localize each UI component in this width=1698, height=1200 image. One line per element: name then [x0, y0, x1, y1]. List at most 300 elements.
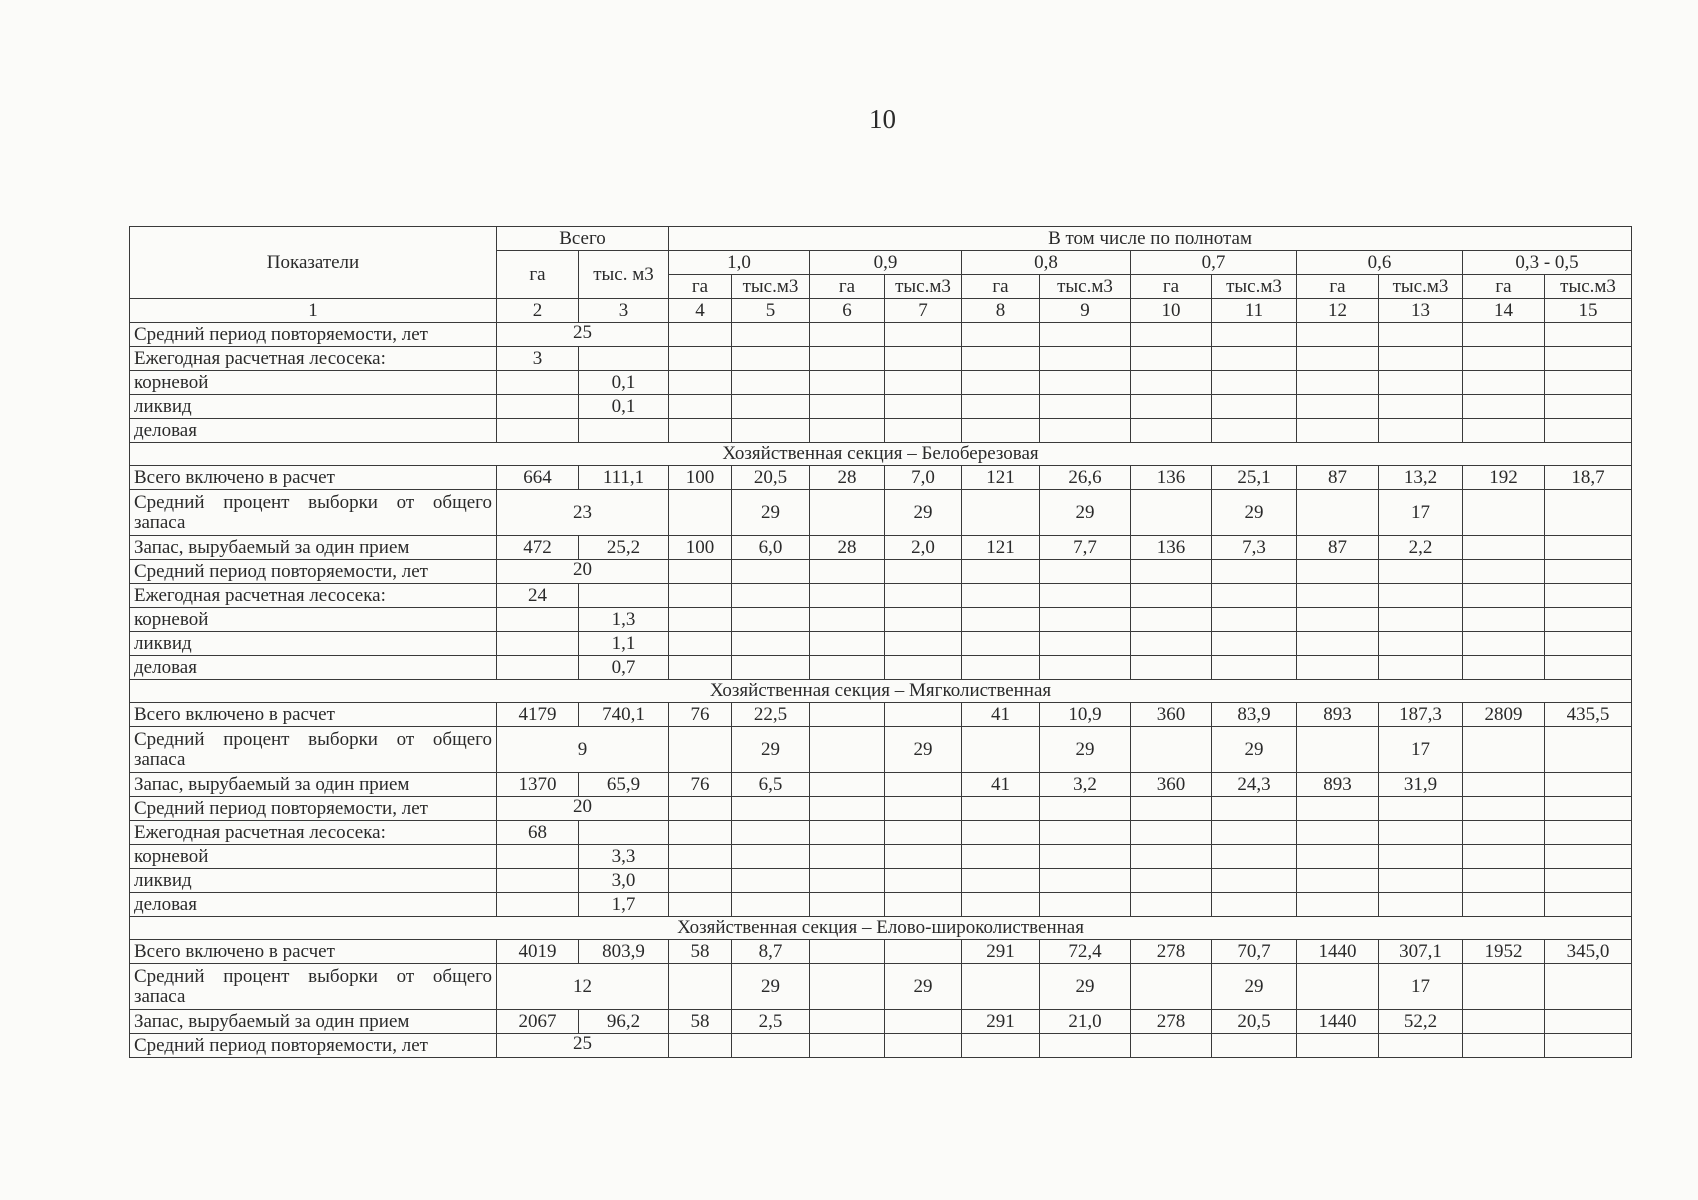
- row-period: [130, 797, 1632, 821]
- cell-value: [885, 323, 962, 347]
- cell-value: [1379, 656, 1463, 680]
- cell-value: [1463, 395, 1545, 419]
- forest-calculation-table: [129, 226, 1632, 1058]
- cell-value: [962, 727, 1040, 773]
- cell-value: [962, 608, 1040, 632]
- cell-value: [1545, 893, 1632, 917]
- cell-value: 0,7: [579, 656, 669, 680]
- cell-value: [497, 845, 579, 869]
- row-label: Средний процент выборки от общего запаса: [130, 727, 497, 773]
- cell-value: 68: [497, 821, 579, 845]
- cell-value: [962, 560, 1040, 584]
- header-density: 0,8: [962, 251, 1131, 275]
- cell-value: [1040, 869, 1131, 893]
- row-annual-felling: [130, 821, 1632, 845]
- cell-value: 41: [962, 703, 1040, 727]
- row-label: деловая: [130, 656, 497, 680]
- row-selection-percent: [130, 727, 1632, 773]
- cell-value: [1297, 797, 1379, 821]
- row-label: Всего включено в расчет: [130, 703, 497, 727]
- cell-value: [1040, 845, 1131, 869]
- cell-value: [885, 395, 962, 419]
- cell-value: [1379, 584, 1463, 608]
- row-label: ликвид: [130, 395, 497, 419]
- row-label: Средний период повторяемости, лет: [130, 1034, 497, 1058]
- cell-value: 7,3: [1212, 536, 1297, 560]
- cell-value: [1379, 608, 1463, 632]
- row-label: Ежегодная расчетная лесосека:: [130, 821, 497, 845]
- cell-value: [885, 940, 962, 964]
- cell-value: 6,5: [732, 773, 810, 797]
- cell-value: [810, 632, 885, 656]
- cell-value: 76: [669, 703, 732, 727]
- row-label: Запас, вырубаемый за один прием: [130, 773, 497, 797]
- cell-value: [810, 727, 885, 773]
- cell-value: [1545, 371, 1632, 395]
- cell-value: [1212, 608, 1297, 632]
- section-title-row: [130, 917, 1632, 940]
- cell-value: 664: [497, 466, 579, 490]
- cell-value: [1379, 1034, 1463, 1058]
- cell-value: [1463, 419, 1545, 443]
- cell-value: 13,2: [1379, 466, 1463, 490]
- row-liquid: [130, 395, 1632, 419]
- cell-value: 3,0: [579, 869, 669, 893]
- cell-value: 803,9: [579, 940, 669, 964]
- cell-value: [1545, 773, 1632, 797]
- cell-value: [1212, 323, 1297, 347]
- cell-value: [1463, 490, 1545, 536]
- cell-value: 21,0: [1040, 1010, 1131, 1034]
- cell-value: [1379, 323, 1463, 347]
- cell-value: 6,0: [732, 536, 810, 560]
- cell-value: [669, 821, 732, 845]
- row-period: [130, 323, 1632, 347]
- cell-value: 893: [1297, 773, 1379, 797]
- cell-value: [732, 869, 810, 893]
- cell-value: [579, 347, 669, 371]
- row-annual-felling: [130, 347, 1632, 371]
- cell-value: [732, 632, 810, 656]
- cell-value: [1131, 584, 1212, 608]
- header-unit: га: [810, 275, 885, 299]
- cell-value: 87: [1297, 466, 1379, 490]
- cell-value: 2809: [1463, 703, 1545, 727]
- cell-value: [1297, 560, 1379, 584]
- cell-value: 29: [1212, 490, 1297, 536]
- section-title-row: [130, 443, 1632, 466]
- cell-value: [962, 821, 1040, 845]
- row-label: Запас, вырубаемый за один прием: [130, 536, 497, 560]
- cell-value: [810, 395, 885, 419]
- header-total-m3: тыс. м3: [579, 251, 669, 299]
- cell-value: [669, 1034, 732, 1058]
- cell-value: 26,6: [1040, 466, 1131, 490]
- cell-value: [1297, 964, 1379, 1010]
- cell-value: 58: [669, 1010, 732, 1034]
- cell-value: [1131, 419, 1212, 443]
- table-header: [130, 227, 1632, 323]
- row-root: [130, 608, 1632, 632]
- cell-value: [1463, 632, 1545, 656]
- cell-value: [1379, 797, 1463, 821]
- row-label: Всего включено в расчет: [130, 940, 497, 964]
- header-by-density: В том числе по полнотам: [669, 227, 1632, 251]
- cell-value: [1297, 893, 1379, 917]
- cell-value: [810, 869, 885, 893]
- cell-value: [1212, 656, 1297, 680]
- cell-value: 28: [810, 536, 885, 560]
- section-title: Хозяйственная секция – Белоберезовая: [130, 443, 1632, 466]
- cell-value: [1463, 560, 1545, 584]
- cell-value: [810, 419, 885, 443]
- cell-value: [962, 323, 1040, 347]
- cell-value: [497, 371, 579, 395]
- cell-value: [497, 419, 579, 443]
- cell-value: [962, 584, 1040, 608]
- cell-value: [1297, 821, 1379, 845]
- cell-value: [1212, 632, 1297, 656]
- cell-value: [669, 845, 732, 869]
- cell-value: [885, 656, 962, 680]
- cell-value: 2,0: [885, 536, 962, 560]
- cell-value: [669, 797, 732, 821]
- cell-value: 20,5: [732, 466, 810, 490]
- cell-value: [1545, 419, 1632, 443]
- header-unit: тыс.м3: [732, 275, 810, 299]
- cell-value: [1131, 323, 1212, 347]
- cell-value: [1545, 869, 1632, 893]
- cell-value: 192: [1463, 466, 1545, 490]
- cell-value: [810, 371, 885, 395]
- cell-value: [810, 323, 885, 347]
- cell-value: [810, 560, 885, 584]
- cell-value: [810, 703, 885, 727]
- cell-value: 278: [1131, 1010, 1212, 1034]
- cell-value: [1040, 893, 1131, 917]
- page-number: 10: [869, 104, 896, 134]
- cell-value: [885, 632, 962, 656]
- cell-value: [962, 656, 1040, 680]
- cell-value: [1297, 727, 1379, 773]
- cell-value: [669, 347, 732, 371]
- cell-value: [669, 869, 732, 893]
- header-total: Всего: [497, 227, 669, 251]
- column-number: 7: [885, 299, 962, 323]
- cell-value: [669, 323, 732, 347]
- column-number: 4: [669, 299, 732, 323]
- cell-value: [1545, 608, 1632, 632]
- cell-value: [497, 395, 579, 419]
- header-density: 0,9: [810, 251, 962, 275]
- column-number: 9: [1040, 299, 1131, 323]
- cell-value: [732, 395, 810, 419]
- cell-value: [1463, 845, 1545, 869]
- cell-value: [885, 703, 962, 727]
- cell-value: 472: [497, 536, 579, 560]
- cell-value: 29: [732, 964, 810, 1010]
- cell-value: [1463, 964, 1545, 1010]
- cell-value: [1040, 371, 1131, 395]
- cell-value: [810, 773, 885, 797]
- cell-value: [732, 419, 810, 443]
- cell-value: 1370: [497, 773, 579, 797]
- cell-value: [1131, 845, 1212, 869]
- column-number: 5: [732, 299, 810, 323]
- cell-value: [1212, 560, 1297, 584]
- cell-value: [732, 845, 810, 869]
- header-indicators: Показатели: [130, 227, 497, 299]
- row-root: [130, 371, 1632, 395]
- column-number: 1: [130, 299, 497, 323]
- table-body: [130, 323, 1632, 1058]
- column-number: 10: [1131, 299, 1212, 323]
- header-density: 0,6: [1297, 251, 1463, 275]
- cell-value: [885, 419, 962, 443]
- section-title: Хозяйственная секция – Елово-широколиственная: [130, 917, 1632, 940]
- cell-value: 96,2: [579, 1010, 669, 1034]
- row-label: ликвид: [130, 632, 497, 656]
- row-root: [130, 845, 1632, 869]
- cell-value: [810, 940, 885, 964]
- row-selection-percent: [130, 490, 1632, 536]
- cell-value: [810, 490, 885, 536]
- row-selection-percent: [130, 964, 1632, 1010]
- cell-value: 70,7: [1212, 940, 1297, 964]
- cell-value: 7,7: [1040, 536, 1131, 560]
- cell-value: [1040, 395, 1131, 419]
- cell-value: [579, 419, 669, 443]
- header-unit: га: [1297, 275, 1379, 299]
- cell-value: [1463, 869, 1545, 893]
- cell-value: [732, 797, 810, 821]
- header-unit: га: [1463, 275, 1545, 299]
- row-label: ликвид: [130, 869, 497, 893]
- cell-value: [1379, 419, 1463, 443]
- cell-value: 121: [962, 536, 1040, 560]
- cell-value: [1212, 869, 1297, 893]
- cell-value: [497, 656, 579, 680]
- cell-value: [885, 821, 962, 845]
- cell-value: 0,1: [579, 371, 669, 395]
- cell-value: [732, 893, 810, 917]
- cell-value: [810, 1034, 885, 1058]
- cell-value: [669, 727, 732, 773]
- cell-value: [1040, 632, 1131, 656]
- cell-value: [1131, 656, 1212, 680]
- row-stock-cut: [130, 773, 1632, 797]
- cell-value: [1545, 395, 1632, 419]
- cell-value: [1297, 1034, 1379, 1058]
- cell-value: 3,2: [1040, 773, 1131, 797]
- row-label: Средний период повторяемости, лет: [130, 797, 497, 821]
- cell-value: 29: [885, 727, 962, 773]
- cell-value: 2,5: [732, 1010, 810, 1034]
- cell-value: [1463, 821, 1545, 845]
- cell-value: 29: [885, 964, 962, 1010]
- cell-value: [1040, 821, 1131, 845]
- cell-value: [732, 347, 810, 371]
- cell-value: 1440: [1297, 1010, 1379, 1034]
- cell-value: [810, 797, 885, 821]
- cell-value: [497, 632, 579, 656]
- cell-value: [1131, 395, 1212, 419]
- cell-value: 1,1: [579, 632, 669, 656]
- cell-value: [962, 797, 1040, 821]
- row-label: Средний период повторяемости, лет: [130, 560, 497, 584]
- row-total-included: [130, 703, 1632, 727]
- cell-value: [885, 608, 962, 632]
- cell-value: 7,0: [885, 466, 962, 490]
- row-liquid: [130, 869, 1632, 893]
- header-unit: тыс.м3: [1545, 275, 1632, 299]
- cell-value: 2067: [497, 1010, 579, 1034]
- cell-value: 20,5: [1212, 1010, 1297, 1034]
- cell-value: 740,1: [579, 703, 669, 727]
- row-label: Запас, вырубаемый за один прием: [130, 1010, 497, 1034]
- column-number: 13: [1379, 299, 1463, 323]
- cell-value: [810, 608, 885, 632]
- cell-value: 8,7: [732, 940, 810, 964]
- cell-value: 17: [1379, 727, 1463, 773]
- row-label: корневой: [130, 371, 497, 395]
- cell-value: [1297, 584, 1379, 608]
- cell-value: [810, 964, 885, 1010]
- row-label: Средний процент выборки от общего запаса: [130, 490, 497, 536]
- cell-value: 41: [962, 773, 1040, 797]
- cell-value: [669, 656, 732, 680]
- cell-value: 25: [497, 323, 669, 347]
- cell-value: 345,0: [1545, 940, 1632, 964]
- cell-value: [962, 632, 1040, 656]
- cell-value: 29: [732, 727, 810, 773]
- row-label: Ежегодная расчетная лесосека:: [130, 347, 497, 371]
- cell-value: 9: [497, 727, 669, 773]
- cell-value: [1463, 584, 1545, 608]
- cell-value: [962, 419, 1040, 443]
- cell-value: [1212, 1034, 1297, 1058]
- cell-value: 291: [962, 1010, 1040, 1034]
- section-title-row: [130, 680, 1632, 703]
- cell-value: [1545, 656, 1632, 680]
- cell-value: [1545, 560, 1632, 584]
- cell-value: 23: [497, 490, 669, 536]
- row-label: деловая: [130, 893, 497, 917]
- cell-value: [1040, 608, 1131, 632]
- cell-value: [669, 632, 732, 656]
- cell-value: [962, 1034, 1040, 1058]
- cell-value: [1131, 371, 1212, 395]
- cell-value: [810, 845, 885, 869]
- row-commercial: [130, 419, 1632, 443]
- cell-value: 1,7: [579, 893, 669, 917]
- cell-value: [885, 584, 962, 608]
- cell-value: [579, 821, 669, 845]
- cell-value: [1297, 395, 1379, 419]
- cell-value: 136: [1131, 536, 1212, 560]
- cell-value: [1131, 560, 1212, 584]
- cell-value: 360: [1131, 773, 1212, 797]
- cell-value: [669, 584, 732, 608]
- cell-value: 17: [1379, 964, 1463, 1010]
- cell-value: [1379, 632, 1463, 656]
- cell-value: [669, 395, 732, 419]
- cell-value: [1212, 797, 1297, 821]
- cell-value: [1297, 347, 1379, 371]
- cell-value: [1379, 845, 1463, 869]
- cell-value: [1297, 845, 1379, 869]
- cell-value: [885, 797, 962, 821]
- cell-value: [962, 893, 1040, 917]
- cell-value: [732, 560, 810, 584]
- cell-value: 136: [1131, 466, 1212, 490]
- cell-value: [669, 893, 732, 917]
- cell-value: [1379, 893, 1463, 917]
- cell-value: [1212, 395, 1297, 419]
- column-number: 11: [1212, 299, 1297, 323]
- row-stock-cut: [130, 536, 1632, 560]
- cell-value: 4179: [497, 703, 579, 727]
- cell-value: [732, 821, 810, 845]
- cell-value: [1040, 797, 1131, 821]
- cell-value: [1379, 347, 1463, 371]
- cell-value: [1131, 869, 1212, 893]
- cell-value: 87: [1297, 536, 1379, 560]
- cell-value: [732, 608, 810, 632]
- cell-value: [1545, 490, 1632, 536]
- cell-value: [885, 845, 962, 869]
- cell-value: [1297, 608, 1379, 632]
- cell-value: 100: [669, 536, 732, 560]
- cell-value: [1545, 536, 1632, 560]
- cell-value: 2,2: [1379, 536, 1463, 560]
- cell-value: [1212, 347, 1297, 371]
- header-density: 0,3 - 0,5: [1463, 251, 1632, 275]
- cell-value: [1131, 893, 1212, 917]
- row-total-included: [130, 466, 1632, 490]
- cell-value: [1040, 656, 1131, 680]
- cell-value: [1040, 1034, 1131, 1058]
- header-unit: тыс.м3: [1040, 275, 1131, 299]
- cell-value: [1040, 584, 1131, 608]
- cell-value: [1297, 419, 1379, 443]
- cell-value: [1463, 347, 1545, 371]
- cell-value: [1463, 773, 1545, 797]
- cell-value: [810, 821, 885, 845]
- cell-value: 24: [497, 584, 579, 608]
- cell-value: 20: [497, 560, 669, 584]
- cell-value: [1379, 371, 1463, 395]
- cell-value: [962, 869, 1040, 893]
- cell-value: [885, 773, 962, 797]
- cell-value: 18,7: [1545, 466, 1632, 490]
- cell-value: [962, 964, 1040, 1010]
- cell-value: 893: [1297, 703, 1379, 727]
- cell-value: [885, 560, 962, 584]
- cell-value: [1297, 323, 1379, 347]
- cell-value: 25: [497, 1034, 669, 1058]
- cell-value: [1545, 797, 1632, 821]
- cell-value: [497, 869, 579, 893]
- cell-value: 1,3: [579, 608, 669, 632]
- row-label: Средний период повторяемости, лет: [130, 323, 497, 347]
- cell-value: [962, 371, 1040, 395]
- cell-value: [1545, 845, 1632, 869]
- cell-value: 3,3: [579, 845, 669, 869]
- cell-value: 100: [669, 466, 732, 490]
- cell-value: [1131, 727, 1212, 773]
- cell-value: 31,9: [1379, 773, 1463, 797]
